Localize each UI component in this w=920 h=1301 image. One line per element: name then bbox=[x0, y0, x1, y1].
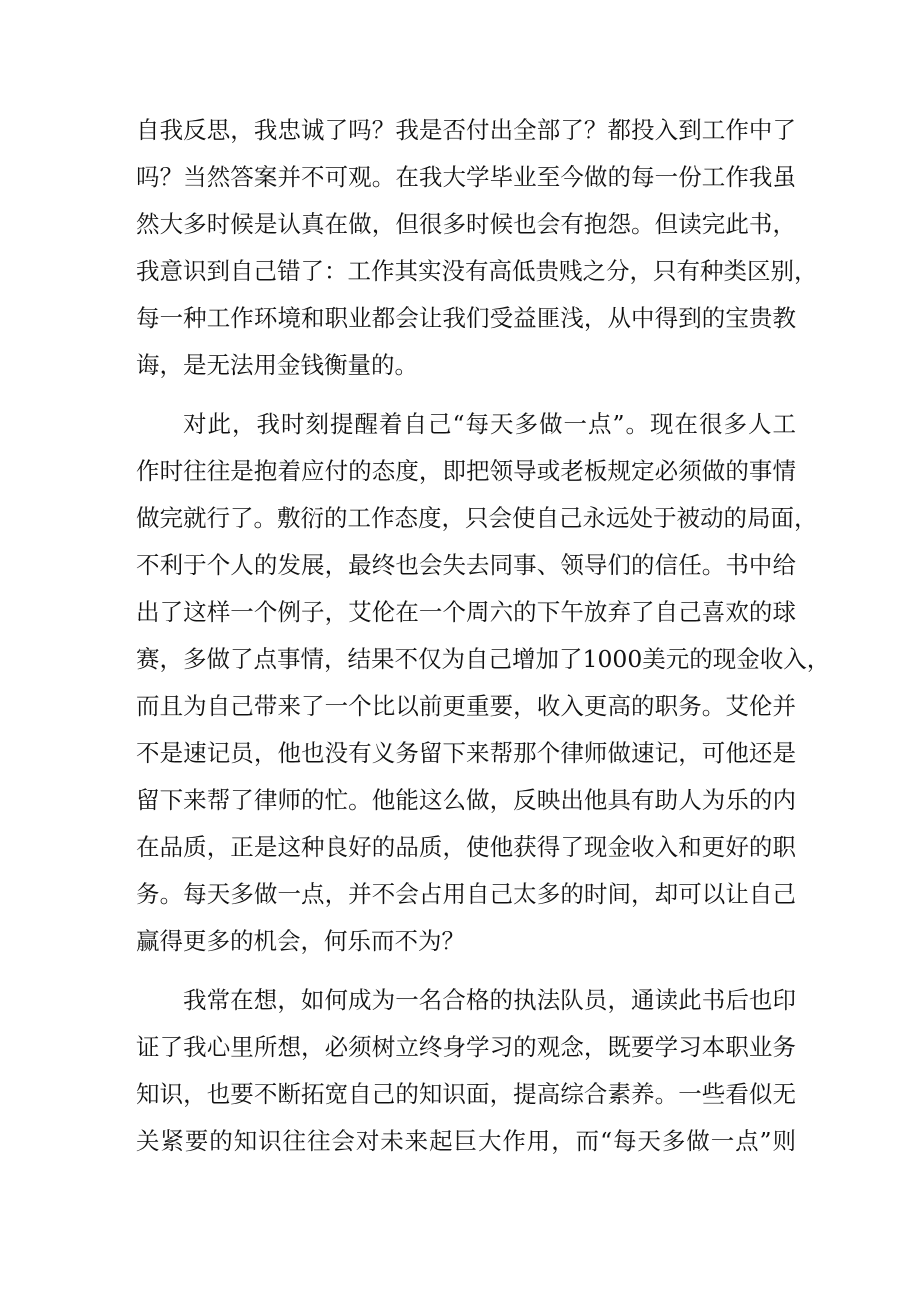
paragraph-line: 赢得更多的机会，何乐而不为？ bbox=[136, 927, 465, 955]
paragraph-line: 对此，我时刻提醒着自己“每天多做一点”。现在很多人工 bbox=[183, 410, 796, 438]
paragraph-line: 我意识到自己错了：工作其实没有高低贵贱之分，只有种类区别， bbox=[136, 257, 818, 285]
paragraph-line: 然大多时候是认真在做，但很多时候也会有抱怨。但读完此书， bbox=[136, 210, 796, 238]
paragraph-line: 我常在想，如何成为一名合格的执法队员，通读此书后也印 bbox=[183, 986, 796, 1014]
paragraph-line: 在品质，正是这种良好的品质，使他获得了现金收入和更好的职 bbox=[136, 833, 796, 861]
paragraph-line: 做完就行了。敷衍的工作态度，只会使自己永远处于被动的局面， bbox=[136, 504, 818, 532]
paragraph-line: 务。每天多做一点，并不会占用自己太多的时间，却可以让自己 bbox=[136, 880, 796, 908]
paragraph-line: 不是速记员，他也没有义务留下来帮那个律师做速记，可他还是 bbox=[136, 739, 796, 767]
paragraph-line: 每一种工作环境和职业都会让我们受益匪浅，从中得到的宝贵教 bbox=[136, 304, 796, 332]
paragraph-line: 证了我心里所想，必须树立终身学习的观念，既要学习本职业务 bbox=[136, 1033, 796, 1061]
paragraph-line: 而且为自己带来了一个比以前更重要，收入更高的职务。艾伦并 bbox=[136, 692, 796, 720]
paragraph-line: 出了这样一个例子，艾伦在一个周六的下午放弃了自己喜欢的球 bbox=[136, 598, 796, 626]
paragraph-line: 吗？当然答案并不可观。在我大学毕业至今做的每一份工作我虽 bbox=[136, 163, 796, 191]
paragraph-line: 不利于个人的发展，最终也会失去同事、领导们的信任。书中给 bbox=[136, 551, 796, 579]
paragraph-line: 作时往往是抱着应付的态度，即把领导或老板规定必须做的事情 bbox=[136, 457, 796, 485]
paragraph-line: 关紧要的知识往往会对未来起巨大作用，而“每天多做一点”则 bbox=[136, 1127, 796, 1155]
paragraph-line: 赛，多做了点事情，结果不仅为自己增加了1000美元的现金收入， bbox=[136, 645, 831, 673]
paragraph-line: 留下来帮了律师的忙。他能这么做，反映出他具有助人为乐的内 bbox=[136, 786, 796, 814]
paragraph-line: 诲，是无法用金钱衡量的。 bbox=[136, 351, 418, 379]
paragraph-line: 自我反思，我忠诚了吗？我是否付出全部了？都投入到工作中了 bbox=[136, 116, 796, 144]
paragraph-line: 知识，也要不断拓宽自己的知识面，提高综合素养。一些看似无 bbox=[136, 1080, 796, 1108]
